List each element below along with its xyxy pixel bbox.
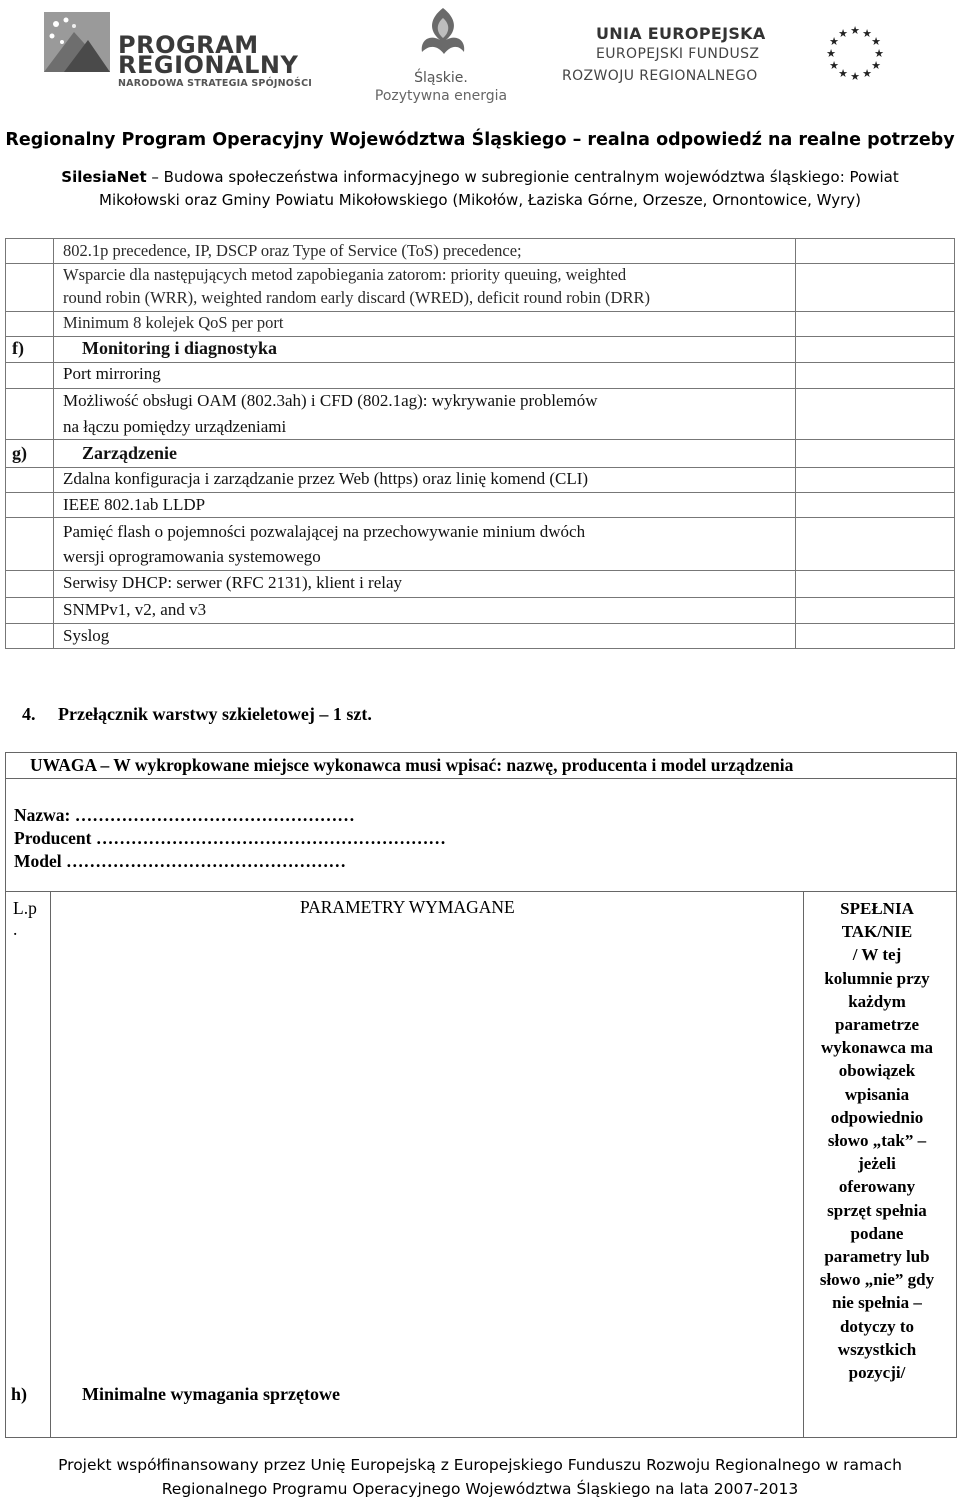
slaskie-text: Śląskie. bbox=[414, 70, 468, 86]
spec-row-remote-config: Zdalna konfiguracja i zarządzanie przez Web (https) oraz linię komend (CLI) bbox=[63, 469, 589, 488]
model-field[interactable]: Model ………………………………………… bbox=[14, 851, 347, 871]
spelnia-line: dotyczy to bbox=[839, 1316, 915, 1336]
eu-title: UNIA EUROPEJSKA bbox=[596, 24, 766, 43]
spelnia-line: słowo „tak” – bbox=[827, 1131, 927, 1151]
spelnia-line: parametry lub bbox=[824, 1247, 930, 1267]
row-divider bbox=[6, 778, 956, 779]
section-heading-hardware: Minimalne wymagania sprzętowe bbox=[82, 1384, 340, 1404]
eu-logo bbox=[560, 10, 940, 90]
eu-stars-icon bbox=[800, 24, 910, 84]
spelnia-line: odpowiednio bbox=[830, 1107, 924, 1127]
eu-regional-text: ROZWOJU REGIONALNEGO bbox=[562, 68, 758, 84]
section-label-g: g) bbox=[12, 443, 27, 463]
spec-row-congestion-line1: Wsparcie dla następujących metod zapobiegania zatorom: priority queuing, weighted bbox=[63, 265, 627, 284]
svg-text:★: ★ bbox=[838, 27, 848, 40]
spelnia-line: słowo „nie” gdy bbox=[819, 1270, 935, 1290]
spec-table bbox=[5, 238, 955, 649]
spelnia-line: TAK/NIE bbox=[841, 922, 913, 942]
program-text: PROGRAM bbox=[118, 31, 259, 59]
spelnia-line: wpisania bbox=[844, 1084, 910, 1104]
project-subtitle-line1 bbox=[0, 168, 960, 186]
column-divider bbox=[795, 239, 796, 648]
spelnia-line: każdym bbox=[848, 991, 906, 1011]
document-title: Regionalny Program Operacyjny Województwa Śląskiego – realna odpowiedź na realne potrzeby bbox=[5, 130, 955, 150]
lp-header-line2: . bbox=[13, 919, 18, 939]
row-divider bbox=[6, 439, 954, 440]
spec-row-precedence: 802.1p precedence, IP, DSCP oraz Type of Service (ToS) precedence; bbox=[63, 241, 522, 260]
spelnia-line: podane bbox=[850, 1223, 904, 1243]
row-divider bbox=[6, 492, 954, 493]
spelnia-line: wszystkich bbox=[837, 1339, 917, 1359]
nazwa-field[interactable]: Nazwa: ………………………………………… bbox=[14, 805, 355, 825]
spec-row-dhcp: Serwisy DHCP: serwer (RFC 2131), klient i relay bbox=[63, 573, 403, 592]
row-divider bbox=[6, 517, 954, 518]
pozytywna-energia-text: Pozytywna energia bbox=[374, 88, 508, 104]
params-header: PARAMETRY WYMAGANE bbox=[300, 897, 515, 917]
spelnia-line: sprzęt spełnia bbox=[827, 1200, 927, 1220]
footer-line1: Projekt współfinansowany przez Unię Europejską z Europejskiego Funduszu Rozwoju Regionalnego w ramach bbox=[58, 1456, 902, 1474]
svg-text:★: ★ bbox=[850, 24, 860, 37]
program-regionalny-logo bbox=[44, 6, 374, 96]
section-label-f: f) bbox=[12, 338, 24, 358]
svg-text:★: ★ bbox=[874, 47, 884, 60]
spelnia-line: oferowany bbox=[838, 1177, 916, 1197]
spec-row-qos-queues: Minimum 8 kolejek QoS per port bbox=[63, 313, 284, 332]
spelnia-line: kolumnie przy bbox=[824, 968, 930, 988]
spec-row-snmp: SNMPv1, v2, and v3 bbox=[63, 600, 207, 619]
spelnia-line: parametrze bbox=[834, 1015, 919, 1035]
spelnia-line: obowiązek bbox=[838, 1061, 916, 1081]
column-divider bbox=[50, 891, 51, 1437]
spec-row-syslog: Syslog bbox=[63, 626, 110, 645]
slaskie-flame-icon bbox=[408, 4, 478, 66]
uwaga-note: UWAGA – W wykropkowane miejsce wykonawca musi wpisać: nazwę, producenta i model urządzenia bbox=[30, 755, 794, 775]
spelnia-line: SPEŁNIA bbox=[840, 899, 914, 918]
section-4-heading bbox=[22, 704, 372, 725]
slaskie-logo bbox=[366, 4, 516, 104]
strategy-text: NARODOWA STRATEGIA SPÓJNOŚCI bbox=[118, 78, 312, 89]
spec-row-oam-line2: na łączu pomiędzy urządzeniami bbox=[63, 417, 287, 436]
lp-header bbox=[13, 898, 37, 940]
svg-text:★: ★ bbox=[826, 47, 836, 60]
lp-header-line1: L.p bbox=[13, 898, 37, 918]
row-divider bbox=[6, 891, 956, 892]
spelnia-line: wykonawca ma bbox=[821, 1038, 933, 1058]
row-divider bbox=[6, 623, 954, 624]
section-title: Przełącznik warstwy szkieletowej – 1 szt. bbox=[58, 704, 372, 724]
project-name: SilesiaNet bbox=[61, 168, 147, 186]
eu-fund-text: EUROPEJSKI FUNDUSZ bbox=[596, 46, 760, 62]
svg-text:★: ★ bbox=[838, 67, 848, 80]
svg-text:★: ★ bbox=[829, 35, 839, 48]
regionalny-text: REGIONALNY bbox=[118, 51, 299, 79]
producent-field[interactable]: Producent …………………………………………………… bbox=[14, 828, 446, 848]
section-label-h: h) bbox=[11, 1384, 28, 1404]
section-heading-zarzadzenie: Zarządzenie bbox=[82, 443, 177, 463]
row-divider bbox=[6, 597, 954, 598]
section-number: 4. bbox=[22, 704, 36, 724]
program-emblem-icon bbox=[44, 12, 110, 72]
column-divider bbox=[53, 239, 54, 648]
svg-text:★: ★ bbox=[862, 27, 872, 40]
spelnia-line: pozycji/ bbox=[848, 1363, 906, 1383]
section-heading-monitoring: Monitoring i diagnostyka bbox=[82, 338, 278, 358]
spelnia-line: jeżeli bbox=[858, 1154, 896, 1174]
project-subtitle-line2: Mikołowski oraz Gminy Powiatu Mikołowskiego (Mikołów, Łaziska Górne, Orzesze, Ornontowice, Wyry) bbox=[99, 191, 861, 209]
spelnia-line: / W tej bbox=[852, 945, 902, 965]
spelnia-header bbox=[806, 897, 948, 1384]
column-divider bbox=[803, 891, 804, 1437]
svg-text:★: ★ bbox=[862, 67, 872, 80]
spec-row-congestion-line2: round robin (WRR), weighted random early discard (WRED), deficit round robin (DRR) bbox=[63, 288, 650, 307]
spec-row-port-mirroring: Port mirroring bbox=[63, 364, 161, 383]
spelnia-line: nie spełnia – bbox=[832, 1293, 922, 1313]
svg-text:★: ★ bbox=[871, 35, 881, 48]
svg-text:★: ★ bbox=[850, 70, 860, 83]
spec-row-oam-line1: Możliwość obsługi OAM (802.3ah) i CFD (802.1ag): wykrywanie problemów bbox=[63, 391, 598, 410]
spec-row-flash-line2: wersji oprogramowania systemowego bbox=[63, 547, 321, 566]
spec-row-lldp: IEEE 802.1ab LLDP bbox=[63, 495, 206, 514]
row-divider bbox=[6, 570, 954, 571]
row-divider bbox=[6, 388, 954, 389]
svg-text:★: ★ bbox=[829, 59, 839, 72]
spec-row-flash-line1: Pamięć flash o pojemności pozwalającej na przechowywanie minium dwóch bbox=[63, 522, 586, 541]
svg-text:★: ★ bbox=[871, 59, 881, 72]
project-subtitle-rest: – Budowa społeczeństwa informacyjnego w subregionie centralnym województwa śląskiego: Powiat bbox=[146, 168, 899, 186]
footer-line2: Regionalnego Programu Operacyjnego Województwa Śląskiego na lata 2007-2013 bbox=[161, 1480, 799, 1498]
